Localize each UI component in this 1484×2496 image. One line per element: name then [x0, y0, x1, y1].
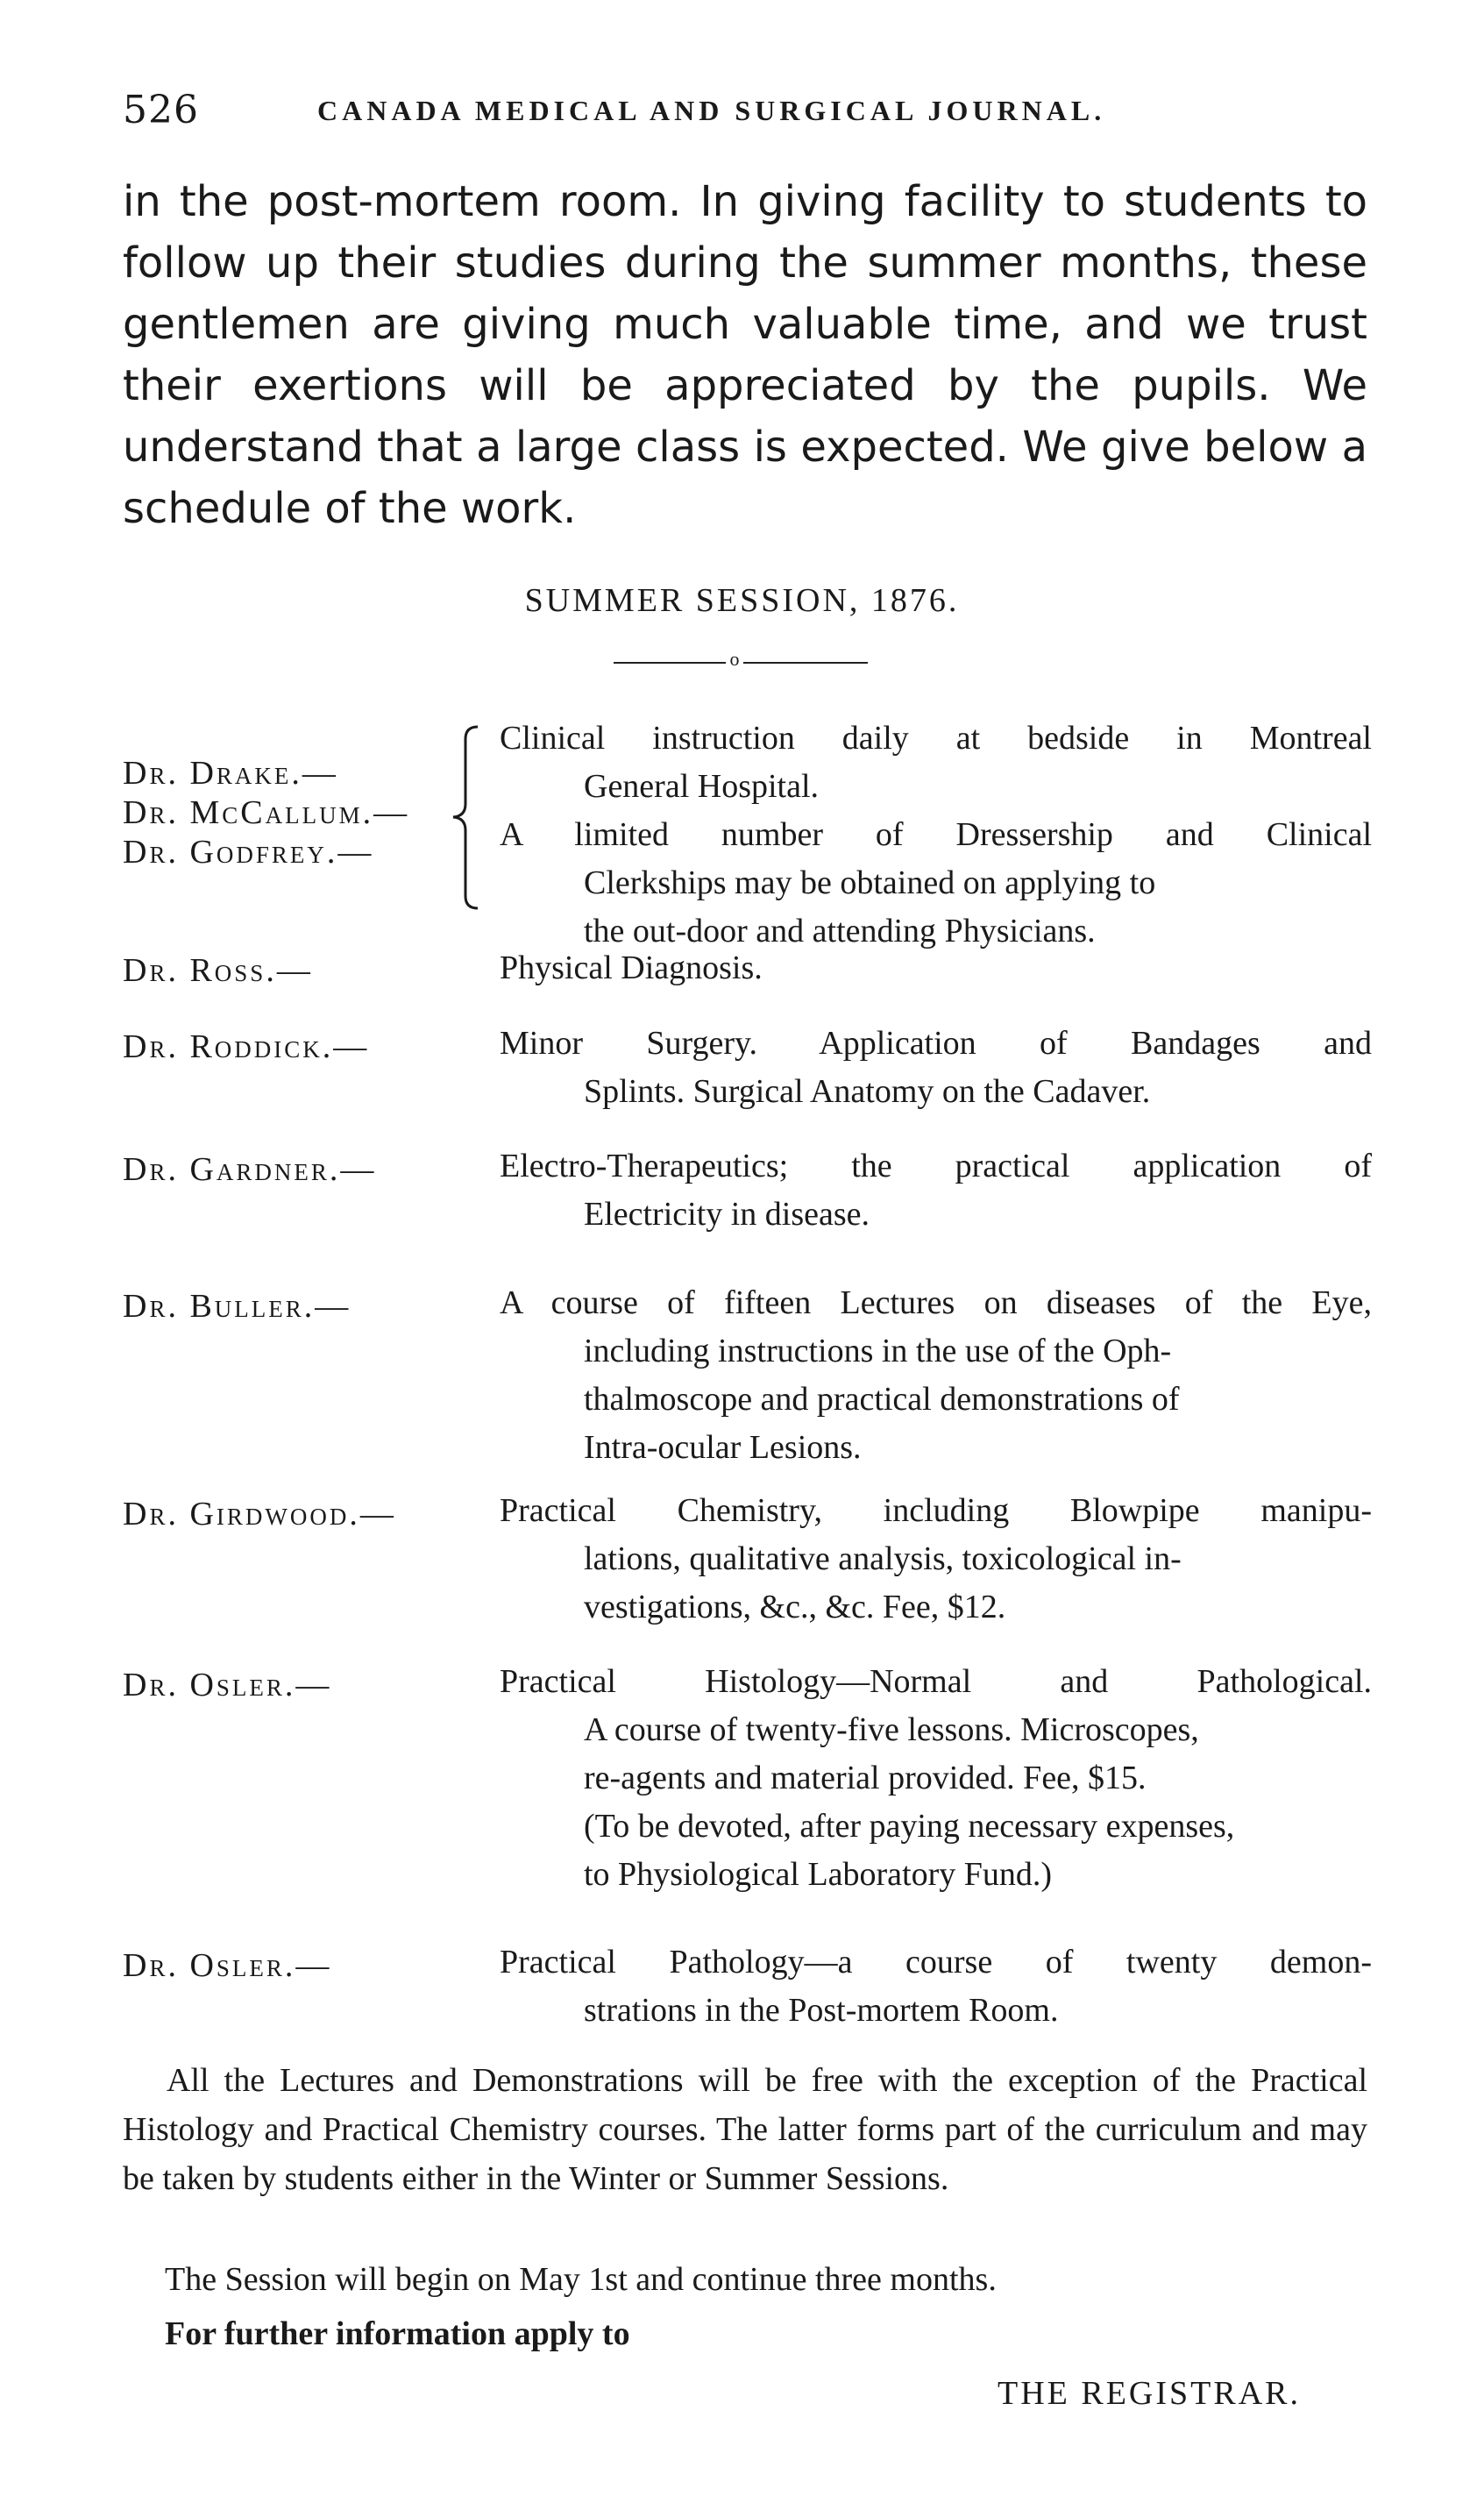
desc-line: Clerkships may be obtained on applying to: [584, 864, 1156, 901]
doctor-name: Dr. Girdwood.—: [123, 1496, 396, 1532]
desc-line: Splints. Surgical Anatomy on the Cadaver.: [584, 1073, 1151, 1110]
registrar-signature: THE REGISTRAR.: [998, 2375, 1301, 2412]
desc-line: A course of twenty-five lessons. Microscopes,: [584, 1711, 1199, 1748]
desc-line: strations in the Post-mortem Room.: [584, 1992, 1059, 2029]
desc-line: Clinical instruction daily at bedside in Montreal: [500, 720, 1372, 757]
schedule-description: [500, 1142, 1372, 1239]
desc-line: Intra-ocular Lesions.: [584, 1429, 862, 1466]
desc-line: Practical Chemistry, including Blowpipe manipu-: [500, 1492, 1372, 1529]
schedule-description-clinical: [500, 715, 1372, 956]
desc-line: Electricity in disease.: [584, 1196, 870, 1233]
desc-line: lations, qualitative analysis, toxicological in-: [584, 1540, 1182, 1577]
desc-line: A course of fifteen Lectures on diseases of the Eye,: [500, 1284, 1372, 1321]
desc-line: Practical Pathology—a course of twenty demon-: [500, 1944, 1372, 1980]
page-number: 526: [123, 88, 199, 132]
schedule-description: [500, 1938, 1372, 2035]
doctor-name: Dr. Drake.—: [123, 755, 338, 792]
desc-line: vestigations, &c., &c. Fee, $12.: [584, 1589, 1006, 1625]
schedule-description: [500, 944, 1372, 992]
curly-brace: [443, 723, 491, 912]
schedule-description: [500, 1020, 1372, 1116]
session-heading: SUMMER SESSION, 1876.: [524, 582, 960, 619]
doctor-name: Dr. Gardner.—: [123, 1151, 377, 1188]
desc-line: Electro-Therapeutics; the practical application of: [500, 1148, 1372, 1184]
desc-line: including instructions in the use of the Oph-: [584, 1333, 1172, 1369]
desc-line: the out-door and attending Physicians.: [584, 913, 1096, 949]
desc-line: Physical Diagnosis.: [500, 949, 763, 986]
further-information-line: For further information apply to: [165, 2315, 630, 2352]
doctor-name: Dr. Godfrey.—: [123, 834, 374, 871]
schedule-description: [500, 1658, 1372, 1899]
doctor-name: Dr. Roddick.—: [123, 1028, 370, 1065]
heading-ornament-rule: [614, 648, 868, 671]
doctor-name: Dr. Osler.—: [123, 1947, 332, 1984]
doctor-name: Dr. McCallum.—: [123, 794, 410, 831]
intro-paragraph: in the post-mortem room. In giving facility to students to follow up their studies during the summer months, these gentlemen are giving much valuable time, and we trust their exertions will be appreciated by the pupils. We understand that a large class is expected. We give below a schedule of the work.: [123, 177, 1367, 533]
desc-line: re-agents and material provided. Fee, $15.: [584, 1760, 1147, 1796]
doctor-name: Dr. Osler.—: [123, 1667, 332, 1703]
desc-line: Practical Histology—Normal and Pathological.: [500, 1663, 1372, 1700]
doctor-name: Dr. Ross.—: [123, 952, 313, 989]
rule-left: [614, 662, 726, 664]
rule-circle: o: [729, 648, 740, 670]
closing-paragraph: All the Lectures and Demonstrations will be free with the exception of the Practical Histology and Practical Chemistry courses. The latter forms part of the curriculum and may be taken by students either in the Winter or Summer Sessions.: [123, 2062, 1367, 2197]
desc-line: Minor Surgery. Application of Bandages and: [500, 1025, 1372, 1062]
desc-line: (To be devoted, after paying necessary expenses,: [584, 1808, 1235, 1845]
schedule-description: [500, 1487, 1372, 1632]
doctor-name: Dr. Buller.—: [123, 1288, 351, 1325]
desc-line: thalmoscope and practical demonstrations of: [584, 1381, 1180, 1418]
desc-line: to Physiological Laboratory Fund.): [584, 1856, 1053, 1893]
schedule-description: [500, 1279, 1372, 1472]
rule-right: [743, 662, 868, 664]
running-head: [123, 88, 1367, 140]
desc-line: General Hospital.: [584, 768, 820, 805]
session-start-note: The Session will begin on May 1st and continue three months.: [165, 2261, 997, 2298]
journal-title: CANADA MEDICAL AND SURGICAL JOURNAL.: [317, 95, 1106, 126]
desc-line: A limited number of Dressership and Clinical: [500, 816, 1372, 853]
